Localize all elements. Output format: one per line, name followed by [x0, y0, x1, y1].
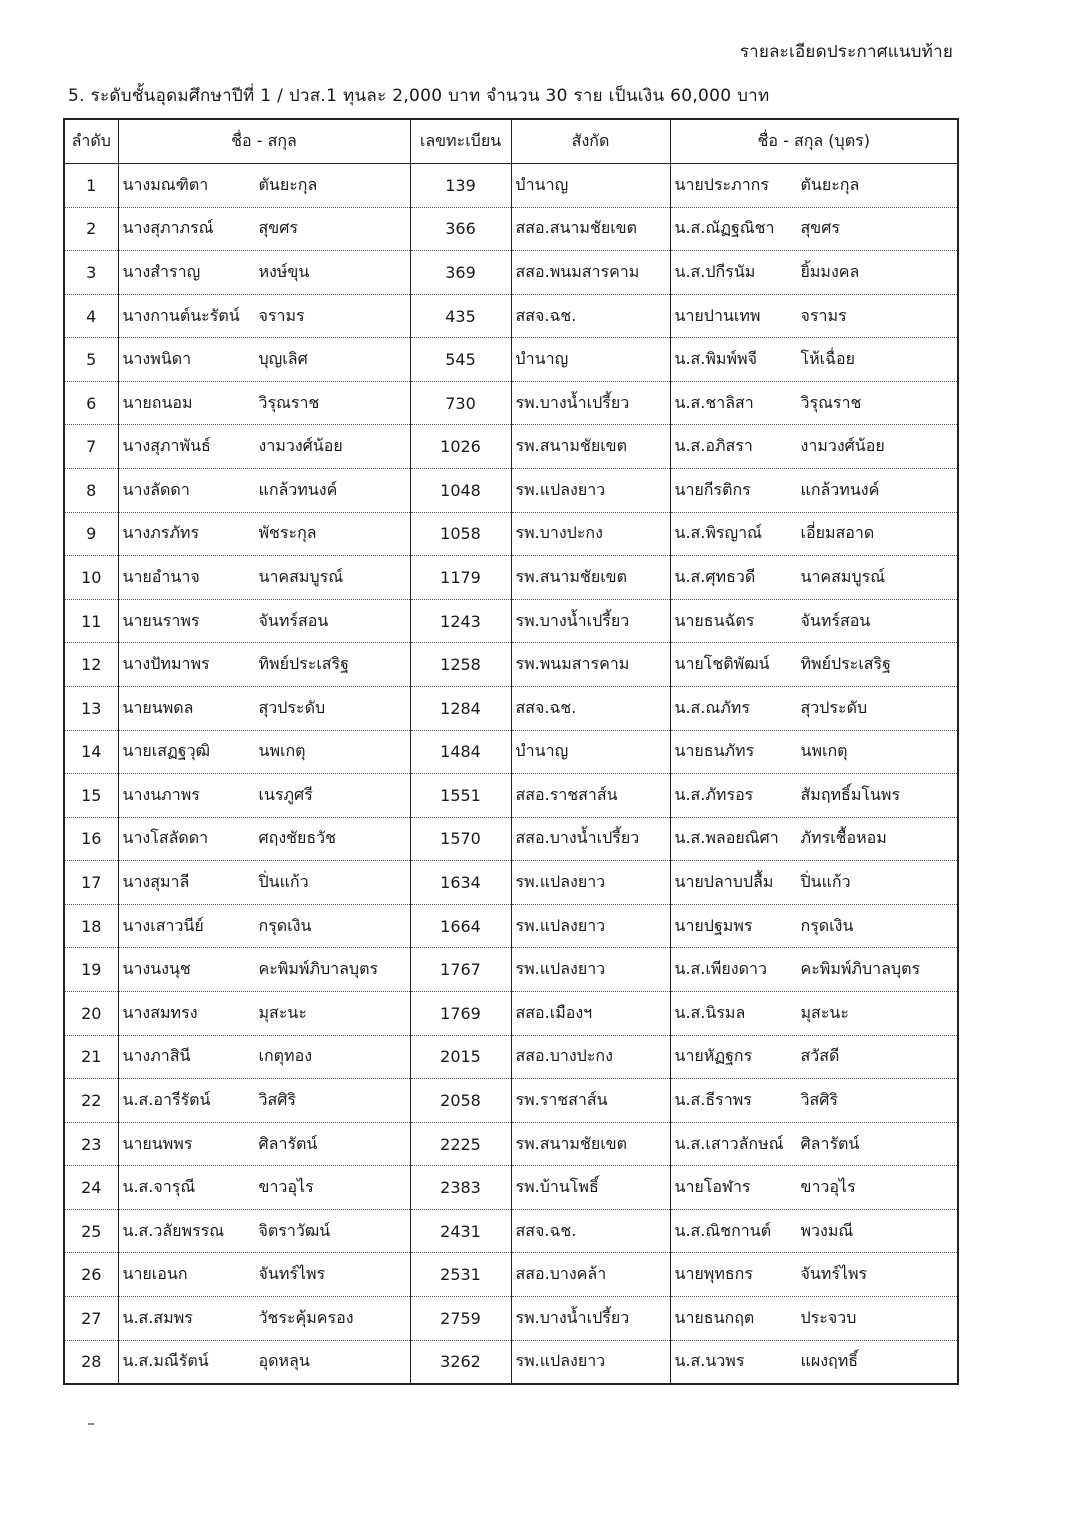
member-name — [118, 1297, 410, 1341]
department: รพ.บางน้ำเปรี้ยว — [511, 1297, 670, 1341]
row-number: 26 — [65, 1253, 118, 1297]
row-number: 4 — [65, 294, 118, 338]
table-row — [65, 1166, 957, 1210]
department: รพ.สนามชัยเขต — [511, 556, 670, 600]
table-row — [65, 686, 957, 730]
row-number: 2 — [65, 207, 118, 251]
member-name — [118, 1209, 410, 1253]
member-last-name: อุดหลุน — [258, 1351, 310, 1371]
member-first-name: นายอำนาจ — [122, 566, 200, 586]
department: รพ.แปลงยาว — [511, 469, 670, 513]
member-last-name: บุญเลิศ — [258, 349, 308, 369]
member-first-name: น.ส.สมพร — [122, 1307, 193, 1327]
registration-number: 369 — [410, 251, 511, 295]
row-number: 25 — [65, 1209, 118, 1253]
registration-number: 2015 — [410, 1035, 511, 1079]
member-last-name: งามวงศ์น้อย — [258, 436, 343, 456]
child-first-name: น.ส.พิมพ์พจี — [674, 349, 757, 369]
child-last-name: ตันยะกุล — [800, 174, 860, 194]
child-first-name: นายโชติพัฒน์ — [674, 654, 770, 674]
member-first-name: นางสุมาลี — [122, 872, 190, 892]
child-first-name: น.ส.ณภัทร — [674, 697, 750, 717]
member-last-name: พัชระกุล — [258, 523, 317, 543]
child-name — [670, 1035, 957, 1079]
child-first-name: น.ส.ศุทธวดี — [674, 566, 756, 586]
member-first-name: นางสมทรง — [122, 1002, 198, 1022]
department: รพ.บางน้ำเปรี้ยว — [511, 381, 670, 425]
row-number: 28 — [65, 1340, 118, 1383]
department: รพ.แปลงยาว — [511, 861, 670, 905]
table-row — [65, 251, 957, 295]
department: รพ.ราชสาส์น — [511, 1079, 670, 1123]
department: รพ.แปลงยาว — [511, 948, 670, 992]
child-name — [670, 1297, 957, 1341]
child-last-name: จรามร — [800, 305, 847, 325]
child-last-name: เอี่ยมสอาด — [800, 523, 875, 543]
child-name — [670, 991, 957, 1035]
member-last-name: เนรภูศรี — [258, 784, 313, 804]
member-first-name: นางพนิดา — [122, 349, 192, 369]
child-first-name: น.ส.ปกีรนัม — [674, 261, 756, 281]
member-first-name: นางนภาพร — [122, 784, 200, 804]
member-first-name: นายเอนก — [122, 1264, 188, 1284]
child-name — [670, 817, 957, 861]
row-number: 24 — [65, 1166, 118, 1210]
registration-number: 1048 — [410, 469, 511, 513]
child-name — [670, 599, 957, 643]
member-name — [118, 251, 410, 295]
table-row — [65, 991, 957, 1035]
child-name — [670, 294, 957, 338]
member-name — [118, 1340, 410, 1383]
member-name — [118, 599, 410, 643]
registration-number: 1767 — [410, 948, 511, 992]
table-row — [65, 556, 957, 600]
member-name — [118, 294, 410, 338]
row-number: 19 — [65, 948, 118, 992]
child-name — [670, 338, 957, 382]
table-row — [65, 774, 957, 818]
member-first-name: นางนงนุช — [122, 959, 191, 979]
scan-mark — [88, 1423, 94, 1425]
member-last-name: ทิพย์ประเสริฐ — [258, 654, 349, 674]
table-body — [65, 164, 957, 1384]
row-number: 13 — [65, 686, 118, 730]
registration-number: 1664 — [410, 904, 511, 948]
member-name — [118, 991, 410, 1035]
child-name — [670, 251, 957, 295]
member-name — [118, 774, 410, 818]
department: สสอ.สนามชัยเขต — [511, 207, 670, 251]
child-last-name: สุขศร — [800, 218, 840, 238]
member-name — [118, 469, 410, 513]
department: รพ.แปลงยาว — [511, 904, 670, 948]
member-first-name: นางมณฑิตา — [122, 174, 209, 194]
child-name — [670, 425, 957, 469]
member-first-name: น.ส.วลัยพรรณ — [122, 1220, 225, 1240]
table-row — [65, 425, 957, 469]
child-last-name: วิรุณราช — [800, 392, 862, 412]
member-last-name: คะพิมพ์ภิบาลบุตร — [258, 959, 379, 979]
department: สสจ.ฉช. — [511, 686, 670, 730]
row-number: 20 — [65, 991, 118, 1035]
member-first-name: นายนพพร — [122, 1133, 193, 1153]
child-first-name: น.ส.อภิสรา — [674, 436, 753, 456]
registration-number: 435 — [410, 294, 511, 338]
member-first-name: นางปัทมาพร — [122, 654, 210, 674]
child-last-name: วิสศิริ — [800, 1089, 838, 1109]
department: บำนาญ — [511, 730, 670, 774]
child-name — [670, 948, 957, 992]
department: สสอ.เมืองฯ — [511, 991, 670, 1035]
member-name — [118, 164, 410, 208]
member-name — [118, 730, 410, 774]
member-last-name: วิรุณราช — [258, 392, 320, 412]
registration-number: 1634 — [410, 861, 511, 905]
child-last-name: นาคสมบูรณ์ — [800, 566, 886, 586]
header-child-name: ชื่อ - สกุล (บุตร) — [670, 120, 957, 164]
table-row — [65, 730, 957, 774]
member-last-name: ขาวอุไร — [258, 1177, 314, 1197]
table-row — [65, 381, 957, 425]
child-last-name: งามวงศ์น้อย — [800, 436, 885, 456]
row-number: 17 — [65, 861, 118, 905]
row-number: 10 — [65, 556, 118, 600]
child-first-name: น.ส.นิรมล — [674, 1002, 746, 1022]
department: รพ.บางปะกง — [511, 512, 670, 556]
row-number: 27 — [65, 1297, 118, 1341]
member-last-name: วิสศิริ — [258, 1089, 296, 1109]
table-row — [65, 1253, 957, 1297]
department: รพ.บ้านโพธิ์ — [511, 1166, 670, 1210]
table-row — [65, 1209, 957, 1253]
member-name — [118, 817, 410, 861]
member-first-name: นางเสาวนีย์ — [122, 915, 204, 935]
member-name — [118, 512, 410, 556]
child-first-name: นายปลาบปลื้ม — [674, 872, 774, 892]
member-name — [118, 1035, 410, 1079]
table-row — [65, 1297, 957, 1341]
department: รพ.บางน้ำเปรี้ยว — [511, 599, 670, 643]
registration-number: 1026 — [410, 425, 511, 469]
child-name — [670, 1079, 957, 1123]
department: รพ.สนามชัยเขต — [511, 425, 670, 469]
member-last-name: กรุดเงิน — [258, 915, 312, 935]
child-name — [670, 469, 957, 513]
member-first-name: นายเสฏฐวุฒิ — [122, 741, 211, 761]
child-last-name: นพเกตุ — [800, 741, 848, 761]
department: บำนาญ — [511, 164, 670, 208]
member-first-name: นางสุภาภรณ์ — [122, 218, 214, 238]
registration-number: 2531 — [410, 1253, 511, 1297]
child-last-name: แผงฤทธิ์ — [800, 1351, 858, 1371]
row-number: 23 — [65, 1122, 118, 1166]
table-row — [65, 599, 957, 643]
department: สสอ.บางคล้า — [511, 1253, 670, 1297]
child-first-name: นายธนภัทร — [674, 741, 755, 761]
child-first-name: นายปานเทพ — [674, 305, 761, 325]
member-first-name: นางโสลัดดา — [122, 828, 209, 848]
child-first-name: นายธนกฤต — [674, 1307, 755, 1327]
member-name — [118, 1122, 410, 1166]
member-first-name: นางลัดดา — [122, 479, 190, 499]
child-first-name: น.ส.ชาลิสา — [674, 392, 754, 412]
table-row — [65, 861, 957, 905]
scholarship-table — [63, 118, 959, 1385]
table-row — [65, 294, 957, 338]
member-first-name: นางภรภัทร — [122, 523, 200, 543]
child-name — [670, 164, 957, 208]
registration-number: 1284 — [410, 686, 511, 730]
registration-number: 2225 — [410, 1122, 511, 1166]
member-name — [118, 207, 410, 251]
row-number: 12 — [65, 643, 118, 687]
child-name — [670, 1122, 957, 1166]
member-last-name: ตันยะกุล — [258, 174, 318, 194]
child-name — [670, 1253, 957, 1297]
child-last-name: พวงมณี — [800, 1220, 854, 1240]
child-name — [670, 381, 957, 425]
child-name — [670, 686, 957, 730]
child-first-name: น.ส.ณัฏฐณิชา — [674, 218, 775, 238]
row-number: 21 — [65, 1035, 118, 1079]
table-row — [65, 1079, 957, 1123]
child-last-name: ขาวอุไร — [800, 1177, 856, 1197]
member-last-name: เกตุทอง — [258, 1046, 313, 1066]
child-last-name: สวัสดี — [800, 1046, 840, 1066]
registration-number: 366 — [410, 207, 511, 251]
row-number: 16 — [65, 817, 118, 861]
table-row — [65, 338, 957, 382]
child-first-name: นายปฐมพร — [674, 915, 753, 935]
member-first-name: นางสุภาพันธ์ — [122, 436, 211, 456]
member-first-name: นางกานต์นะรัตน์ — [122, 305, 240, 325]
member-name — [118, 1079, 410, 1123]
table-row — [65, 904, 957, 948]
member-first-name: นางสำราญ — [122, 261, 201, 281]
member-first-name: นายนราพร — [122, 610, 200, 630]
child-last-name: แกล้วทนงค์ — [800, 479, 880, 499]
child-first-name: น.ส.เสาวลักษณ์ — [674, 1133, 784, 1153]
section-title: 5. ระดับชั้นอุดมศึกษาปีที่ 1 / ปวส.1 ทุนละ 2,000 บาท จำนวน 30 ราย เป็นเงิน 60,000 บาท — [68, 86, 770, 106]
registration-number: 2431 — [410, 1209, 511, 1253]
member-first-name: นายถนอม — [122, 392, 193, 412]
member-last-name: สุวประดับ — [258, 697, 326, 717]
department: สสอ.บางน้ำเปรี้ยว — [511, 817, 670, 861]
registration-number: 2058 — [410, 1079, 511, 1123]
department: สสจ.ฉช. — [511, 294, 670, 338]
registration-number: 1258 — [410, 643, 511, 687]
member-last-name: วัชระคุ้มครอง — [258, 1307, 354, 1327]
member-last-name: จันทร์สอน — [258, 610, 329, 630]
table-row — [65, 469, 957, 513]
registration-number: 1243 — [410, 599, 511, 643]
page-header-note: รายละเอียดประกาศแนบท้าย — [739, 42, 953, 62]
child-first-name: นายประภากร — [674, 174, 769, 194]
department: สสอ.พนมสารคาม — [511, 251, 670, 295]
member-last-name: นพเกตุ — [258, 741, 306, 761]
child-first-name: นายธนฉัตร — [674, 610, 755, 630]
member-name — [118, 381, 410, 425]
child-first-name: น.ส.นวพร — [674, 1351, 745, 1371]
child-name — [670, 1209, 957, 1253]
child-name — [670, 512, 957, 556]
department: รพ.แปลงยาว — [511, 1340, 670, 1383]
child-name — [670, 1166, 957, 1210]
member-name — [118, 1166, 410, 1210]
child-last-name: ทิพย์ประเสริฐ — [800, 654, 891, 674]
child-name — [670, 861, 957, 905]
table-row — [65, 512, 957, 556]
child-last-name: สุวประดับ — [800, 697, 868, 717]
child-last-name: ยิ้มมงคล — [800, 261, 860, 281]
registration-number: 2383 — [410, 1166, 511, 1210]
child-last-name: มุสะนะ — [800, 1002, 849, 1022]
child-last-name: จันทร์ไพร — [800, 1264, 868, 1284]
child-last-name: จันทร์สอน — [800, 610, 871, 630]
registration-number: 1058 — [410, 512, 511, 556]
registration-number: 139 — [410, 164, 511, 208]
department: รพ.พนมสารคาม — [511, 643, 670, 687]
child-first-name: น.ส.พิรญาณ์ — [674, 523, 762, 543]
row-number: 11 — [65, 599, 118, 643]
member-last-name: จันทร์ไพร — [258, 1264, 326, 1284]
member-first-name: น.ส.มณีรัตน์ — [122, 1351, 209, 1371]
child-first-name: นายโอฬาร — [674, 1177, 751, 1197]
member-last-name: ศฤงชัยธวัช — [258, 828, 336, 848]
member-last-name: หงษ์ขุน — [258, 261, 310, 281]
member-last-name: มุสะนะ — [258, 1002, 307, 1022]
member-last-name: ปิ่นแก้ว — [258, 872, 309, 892]
child-last-name: ประจวบ — [800, 1307, 857, 1327]
child-first-name: น.ส.พลอยณิศา — [674, 828, 779, 848]
table-row — [65, 817, 957, 861]
table-row — [65, 1122, 957, 1166]
member-name — [118, 643, 410, 687]
child-last-name: ศิลารัตน์ — [800, 1133, 860, 1153]
child-first-name: นายกีรติกร — [674, 479, 751, 499]
registration-number: 1570 — [410, 817, 511, 861]
member-first-name: น.ส.จารุณี — [122, 1177, 196, 1197]
member-first-name: น.ส.อารีรัตน์ — [122, 1089, 211, 1109]
department: สสอ.บางปะกง — [511, 1035, 670, 1079]
child-name — [670, 774, 957, 818]
registration-number: 3262 — [410, 1340, 511, 1383]
department: สสอ.ราชสาส์น — [511, 774, 670, 818]
row-number: 3 — [65, 251, 118, 295]
member-first-name: นายนพดล — [122, 697, 194, 717]
member-first-name: นางภาสินี — [122, 1046, 191, 1066]
row-number: 7 — [65, 425, 118, 469]
row-number: 14 — [65, 730, 118, 774]
table-row — [65, 164, 957, 208]
child-last-name: กรุดเงิน — [800, 915, 854, 935]
row-number: 6 — [65, 381, 118, 425]
child-first-name: น.ส.ธีราพร — [674, 1089, 752, 1109]
child-name — [670, 207, 957, 251]
registration-number: 545 — [410, 338, 511, 382]
child-first-name: นายหัฏฐกร — [674, 1046, 753, 1066]
member-last-name: จิตราวัฒน์ — [258, 1220, 331, 1240]
child-name — [670, 556, 957, 600]
member-name — [118, 1253, 410, 1297]
header-name: ชื่อ - สกุล — [118, 120, 410, 164]
row-number: 15 — [65, 774, 118, 818]
registration-number: 730 — [410, 381, 511, 425]
registration-number: 1484 — [410, 730, 511, 774]
child-first-name: น.ส.ภัทรอร — [674, 784, 754, 804]
member-name — [118, 338, 410, 382]
row-number: 9 — [65, 512, 118, 556]
row-number: 8 — [65, 469, 118, 513]
child-last-name: คะพิมพ์ภิบาลบุตร — [800, 959, 921, 979]
department: สสจ.ฉช. — [511, 1209, 670, 1253]
child-first-name: น.ส.ณิชกานต์ — [674, 1220, 772, 1240]
member-name — [118, 948, 410, 992]
registration-number: 1179 — [410, 556, 511, 600]
child-name — [670, 1340, 957, 1383]
child-last-name: สัมฤทธิ์มโนพร — [800, 784, 901, 804]
table-row — [65, 643, 957, 687]
row-number: 22 — [65, 1079, 118, 1123]
member-name — [118, 904, 410, 948]
header-no: ลำดับ — [65, 120, 118, 164]
child-first-name: น.ส.เพียงดาว — [674, 959, 767, 979]
member-name — [118, 686, 410, 730]
table-header-row — [65, 120, 957, 164]
header-department: สังกัด — [511, 120, 670, 164]
child-name — [670, 904, 957, 948]
registration-number: 1551 — [410, 774, 511, 818]
header-registration: เลขทะเบียน — [410, 120, 511, 164]
member-last-name: แกล้วทนงค์ — [258, 479, 338, 499]
row-number: 1 — [65, 164, 118, 208]
table-row — [65, 1340, 957, 1383]
row-number: 5 — [65, 338, 118, 382]
member-last-name: ศิลารัตน์ — [258, 1133, 318, 1153]
registration-number: 2759 — [410, 1297, 511, 1341]
table-row — [65, 948, 957, 992]
child-name — [670, 730, 957, 774]
department: รพ.สนามชัยเขต — [511, 1122, 670, 1166]
child-first-name: นายพุทธกร — [674, 1264, 753, 1284]
table-row — [65, 1035, 957, 1079]
row-number: 18 — [65, 904, 118, 948]
member-last-name: สุขศร — [258, 218, 298, 238]
member-name — [118, 425, 410, 469]
member-last-name: นาคสมบูรณ์ — [258, 566, 344, 586]
member-name — [118, 861, 410, 905]
child-last-name: ภัทรเชื้อหอม — [800, 828, 887, 848]
department: บำนาญ — [511, 338, 670, 382]
member-last-name: จรามร — [258, 305, 305, 325]
child-last-name: โห้เฉื่อย — [800, 349, 855, 369]
child-name — [670, 643, 957, 687]
child-last-name: ปิ่นแก้ว — [800, 872, 851, 892]
registration-number: 1769 — [410, 991, 511, 1035]
table-row — [65, 207, 957, 251]
member-name — [118, 556, 410, 600]
